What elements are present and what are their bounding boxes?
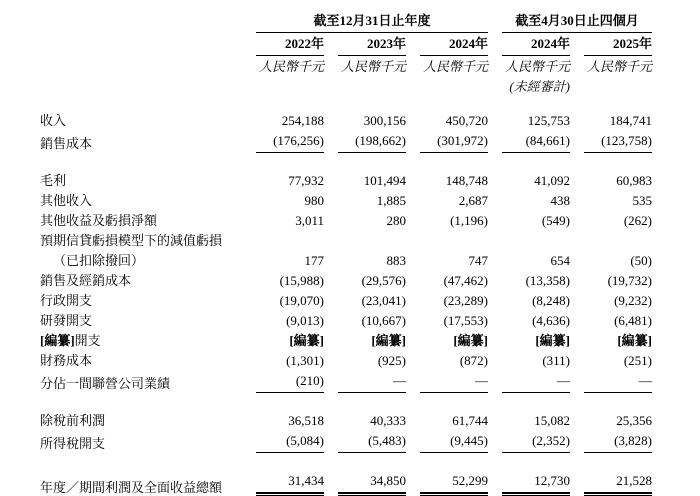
value-cell: (10,667) (361, 313, 406, 328)
currency-unit-label: 人民幣千元 (258, 59, 324, 74)
spacer-row (40, 453, 652, 470)
table-body (40, 110, 652, 496)
value-cell: 125,753 (527, 113, 570, 128)
row-label: 除稅前利潤 (40, 413, 106, 428)
value-cell: 535 (632, 193, 653, 208)
value-cell: (198,662) (324, 130, 406, 153)
column-group-four-months-label: 截至4月30日止四個月 (502, 10, 652, 33)
year-column-header-2024: 2024年 (406, 33, 488, 56)
value-cell: (50) (630, 253, 653, 268)
value-cell: [編纂] (617, 333, 653, 348)
row-label: 研發開支 (40, 313, 93, 328)
value-cell: (5,084) (242, 430, 324, 453)
value-cell: (872) (459, 353, 488, 368)
value-cell: (23,041) (361, 293, 406, 308)
label-column-header (40, 56, 242, 76)
row-label: [編纂]開支 (40, 333, 101, 348)
currency-unit-label: 人民幣千元 (340, 59, 406, 74)
unaudited-note-row (40, 76, 652, 110)
row-label: 預期信貸虧損模型下的減值虧損 （已扣除撥回） (40, 233, 223, 268)
value-cell: (9,232) (614, 293, 653, 308)
value-cell: 747 (468, 253, 488, 268)
value-cell: (29,576) (361, 273, 406, 288)
row-label: 年度／期間利潤及全面收益總額 (40, 480, 223, 495)
value-cell: 25,356 (616, 413, 653, 428)
value-cell: (123,758) (570, 130, 652, 153)
value-cell: 41,092 (534, 173, 570, 188)
row-label: 行政開支 (40, 293, 93, 308)
year-column-header-2024-interim: 2024年 (488, 33, 570, 56)
value-cell: (15,988) (279, 273, 324, 288)
value-cell: (9,013) (286, 313, 324, 328)
value-cell: (176,256) (242, 130, 324, 153)
currency-unit-label: 人民幣千元 (504, 59, 570, 74)
value-cell: 654 (550, 253, 570, 268)
value-cell: 883 (386, 253, 406, 268)
value-cell: 61,744 (452, 413, 488, 428)
value-cell: 12,730 (488, 470, 570, 496)
label-column-header (40, 76, 242, 110)
year-column-header-2022: 2022年 (242, 33, 324, 56)
value-cell: 184,741 (609, 113, 653, 128)
row-label: 其他收入 (40, 193, 93, 208)
column-group-annual-label: 截至12月31日止年度 (256, 10, 488, 33)
table-row (40, 350, 652, 370)
value-cell: 450,720 (445, 113, 488, 128)
value-cell: 40,333 (370, 413, 406, 428)
value-cell: (4,636) (532, 313, 570, 328)
value-cell: (47,462) (443, 273, 488, 288)
value-cell: 3,011 (295, 213, 324, 228)
value-cell: — (406, 370, 488, 393)
value-cell: (84,661) (488, 130, 570, 153)
value-cell: 177 (304, 253, 324, 268)
value-cell: [編纂] (453, 333, 488, 348)
value-cell: 15,082 (534, 413, 570, 428)
table-row (40, 230, 652, 270)
table-row (40, 270, 652, 290)
row-label: 財務成本 (40, 353, 93, 368)
table-row (40, 430, 652, 453)
value-cell: (301,972) (406, 130, 488, 153)
value-cell: [編纂] (289, 333, 324, 348)
currency-unit-label: 人民幣千元 (587, 59, 653, 74)
spacer-row (40, 393, 652, 410)
spacer-cell (40, 153, 652, 170)
spacer-row (40, 153, 652, 170)
value-cell: 1,885 (376, 193, 406, 208)
value-cell: (19,070) (279, 293, 324, 308)
table-row (40, 410, 652, 430)
value-cell: (1,196) (450, 213, 488, 228)
value-cell: (262) (623, 213, 653, 228)
value-cell: 980 (304, 193, 324, 208)
table-row (40, 110, 652, 130)
value-cell: (5,483) (324, 430, 406, 453)
table-row (40, 370, 652, 393)
value-cell: (3,828) (570, 430, 652, 453)
value-cell: (925) (377, 353, 406, 368)
year-column-header-2023: 2023年 (324, 33, 406, 56)
column-group-four-months (488, 10, 652, 33)
spacer-cell (40, 393, 652, 410)
unaudited-note: (未經審計) (509, 79, 570, 94)
value-cell: 254,188 (281, 113, 324, 128)
value-cell: (17,553) (443, 313, 488, 328)
value-cell: 2,687 (458, 193, 488, 208)
value-cell: (251) (623, 353, 653, 368)
currency-unit-label: 人民幣千元 (422, 59, 488, 74)
row-label: 分佔一間聯營公司業績 (40, 376, 171, 391)
label-column-header (40, 33, 242, 56)
currency-unit-row (40, 56, 652, 76)
value-cell: 148,748 (445, 173, 488, 188)
value-cell: (6,481) (614, 313, 653, 328)
table-row (40, 290, 652, 310)
row-label: 銷售成本 (40, 136, 93, 151)
value-cell: — (488, 370, 570, 393)
value-cell: (210) (242, 370, 324, 393)
table-row (40, 190, 652, 210)
table-row (40, 470, 652, 496)
value-cell: — (324, 370, 406, 393)
value-cell: (23,289) (443, 293, 488, 308)
value-cell: [編纂] (535, 333, 570, 348)
value-cell: (1,301) (286, 353, 324, 368)
value-cell: 77,932 (288, 173, 324, 188)
value-cell: 438 (550, 193, 570, 208)
value-cell: 36,518 (288, 413, 324, 428)
value-cell: 21,528 (570, 470, 652, 496)
table-row (40, 310, 652, 330)
value-cell: — (570, 370, 652, 393)
row-label: 其他收益及虧損淨額 (40, 213, 158, 228)
value-cell: 34,850 (324, 470, 406, 496)
value-cell: 280 (386, 213, 406, 228)
label-column-header (40, 10, 242, 33)
value-cell: (311) (542, 353, 570, 368)
value-cell: 101,494 (363, 173, 406, 188)
year-header-row (40, 33, 652, 56)
table-row (40, 330, 652, 350)
row-label: 所得稅開支 (40, 436, 106, 451)
value-cell: (13,358) (525, 273, 570, 288)
row-label: 毛利 (40, 173, 67, 188)
table-row (40, 170, 652, 190)
spacer-cell (40, 453, 652, 470)
value-cell: (19,732) (607, 273, 653, 288)
value-cell: (8,248) (532, 293, 570, 308)
value-cell: 300,156 (363, 113, 406, 128)
table-row (40, 210, 652, 230)
value-cell: (549) (541, 213, 570, 228)
value-cell: 31,434 (242, 470, 324, 496)
year-column-header-2025-interim: 2025年 (570, 33, 652, 56)
value-cell: 60,983 (616, 173, 653, 188)
table-row (40, 130, 652, 153)
value-cell: [編纂] (371, 333, 406, 348)
row-label: 銷售及經銷成本 (40, 273, 132, 288)
value-cell: (2,352) (488, 430, 570, 453)
row-label: 收入 (40, 113, 67, 128)
value-cell: 52,299 (406, 470, 488, 496)
value-cell: (9,445) (406, 430, 488, 453)
column-group-header-row (40, 10, 652, 33)
financial-statements-table (40, 10, 652, 496)
column-group-annual (242, 10, 488, 33)
